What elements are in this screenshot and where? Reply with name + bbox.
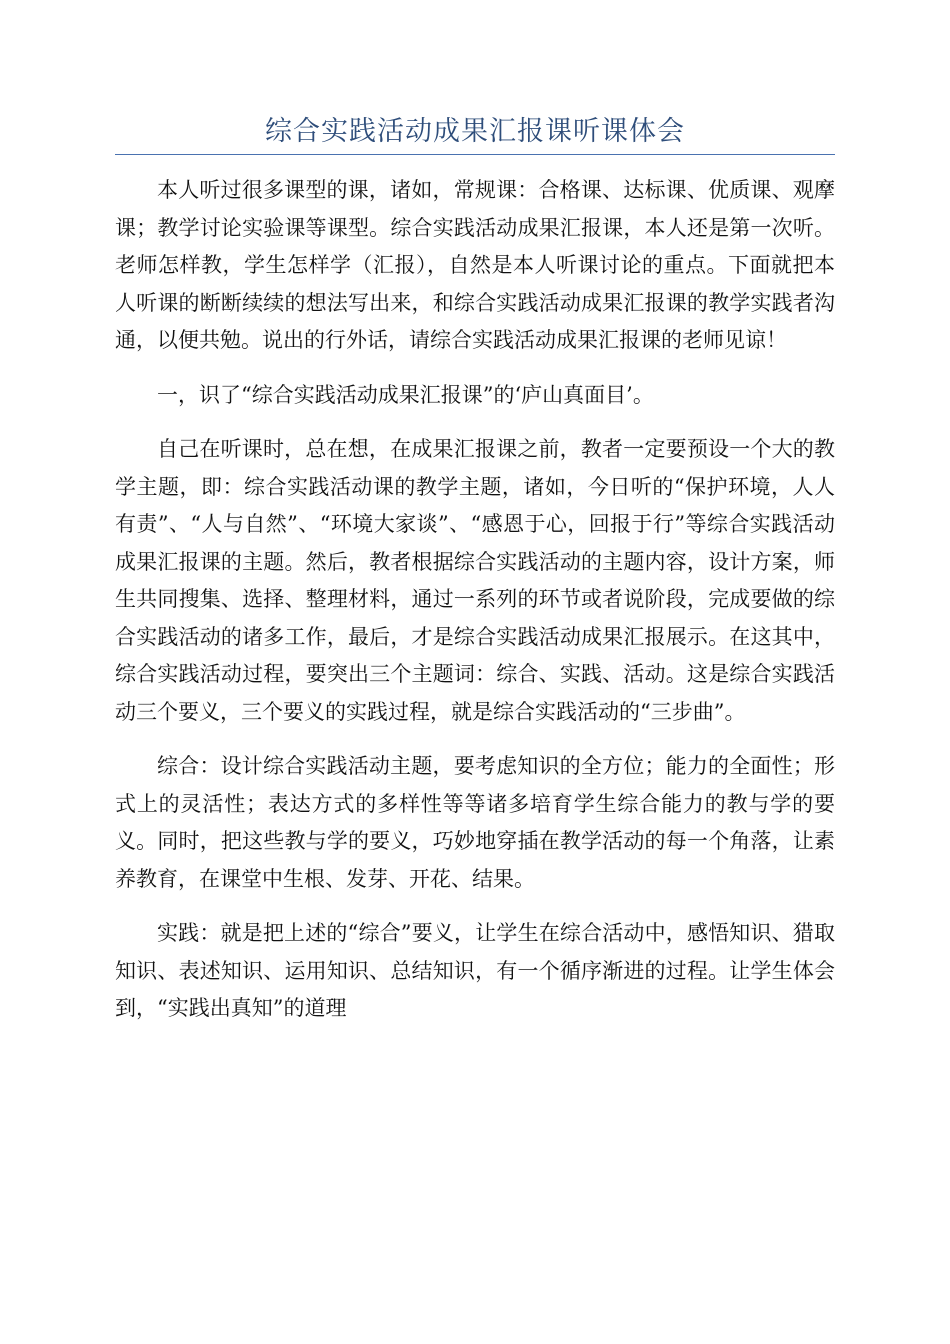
paragraph-section-heading: 一，识了“综合实践活动成果汇报课”的‘庐山真面目’。 [157,382,654,407]
paragraph-synthesis: 综合：设计综合实践活动主题，要考虑知识的全方位；能力的全面性；形式上的灵活性；表达方式的多样性等等诸多培育学生综合能力的教与学的要义。同时，把这些教与学的要义，巧妙地穿插在教学活动的每一个角落，让素养教育，在课堂中生根、发芽、开花、结果。 [115,754,835,891]
document-body [115,172,835,1045]
paragraph-theme: 自己在听课时，总在想，在成果汇报课之前，教者一定要预设一个大的教学主题，即：综合实践活动课的教学主题，诸如，今日听的“保护环境，人人有责”、“人与自然”、“环境大家谈”、“感恩于心，回报于行”等综合实践活动成果汇报课的主题。然后，教者根据综合实践活动的主题内容，设计方案，师生共同搜集、选择、整理材料，通过一系列的环节或者说阶段，完成要做的综合实践活动的诸多工作，最后，才是综合实践活动成果汇报展示。在这其中，综合实践活动过程，要突出三个主题词：综合、实践、活动。这是综合实践活动三个要义，三个要义的实践过程，就是综合实践活动的“三步曲”。 [115,437,835,724]
paragraph-intro: 本人听过很多课型的课，诸如，常规课：合格课、达标课、优质课、观摩课；教学讨论实验课等课型。综合实践活动成果汇报课，本人还是第一次听。老师怎样教，学生怎样学（汇报），自然是本人听课讨论的重点。下面就把本人听课的断断续续的想法写出来，和综合实践活动成果汇报课的教学实践者沟通，以便共勉。说出的行外话，请综合实践活动成果汇报课的老师见谅！ [115,178,835,352]
document-title: 综合实践活动成果汇报课听课体会 [265,116,685,147]
title-underline [115,154,835,155]
paragraph-practice: 实践：就是把上述的“综合”要义，让学生在综合活动中，感悟知识、猎取知识、表述知识、运用知识、总结知识，有一个循序渐进的过程。让学生体会到，“实践出真知”的道理 [115,921,835,1020]
